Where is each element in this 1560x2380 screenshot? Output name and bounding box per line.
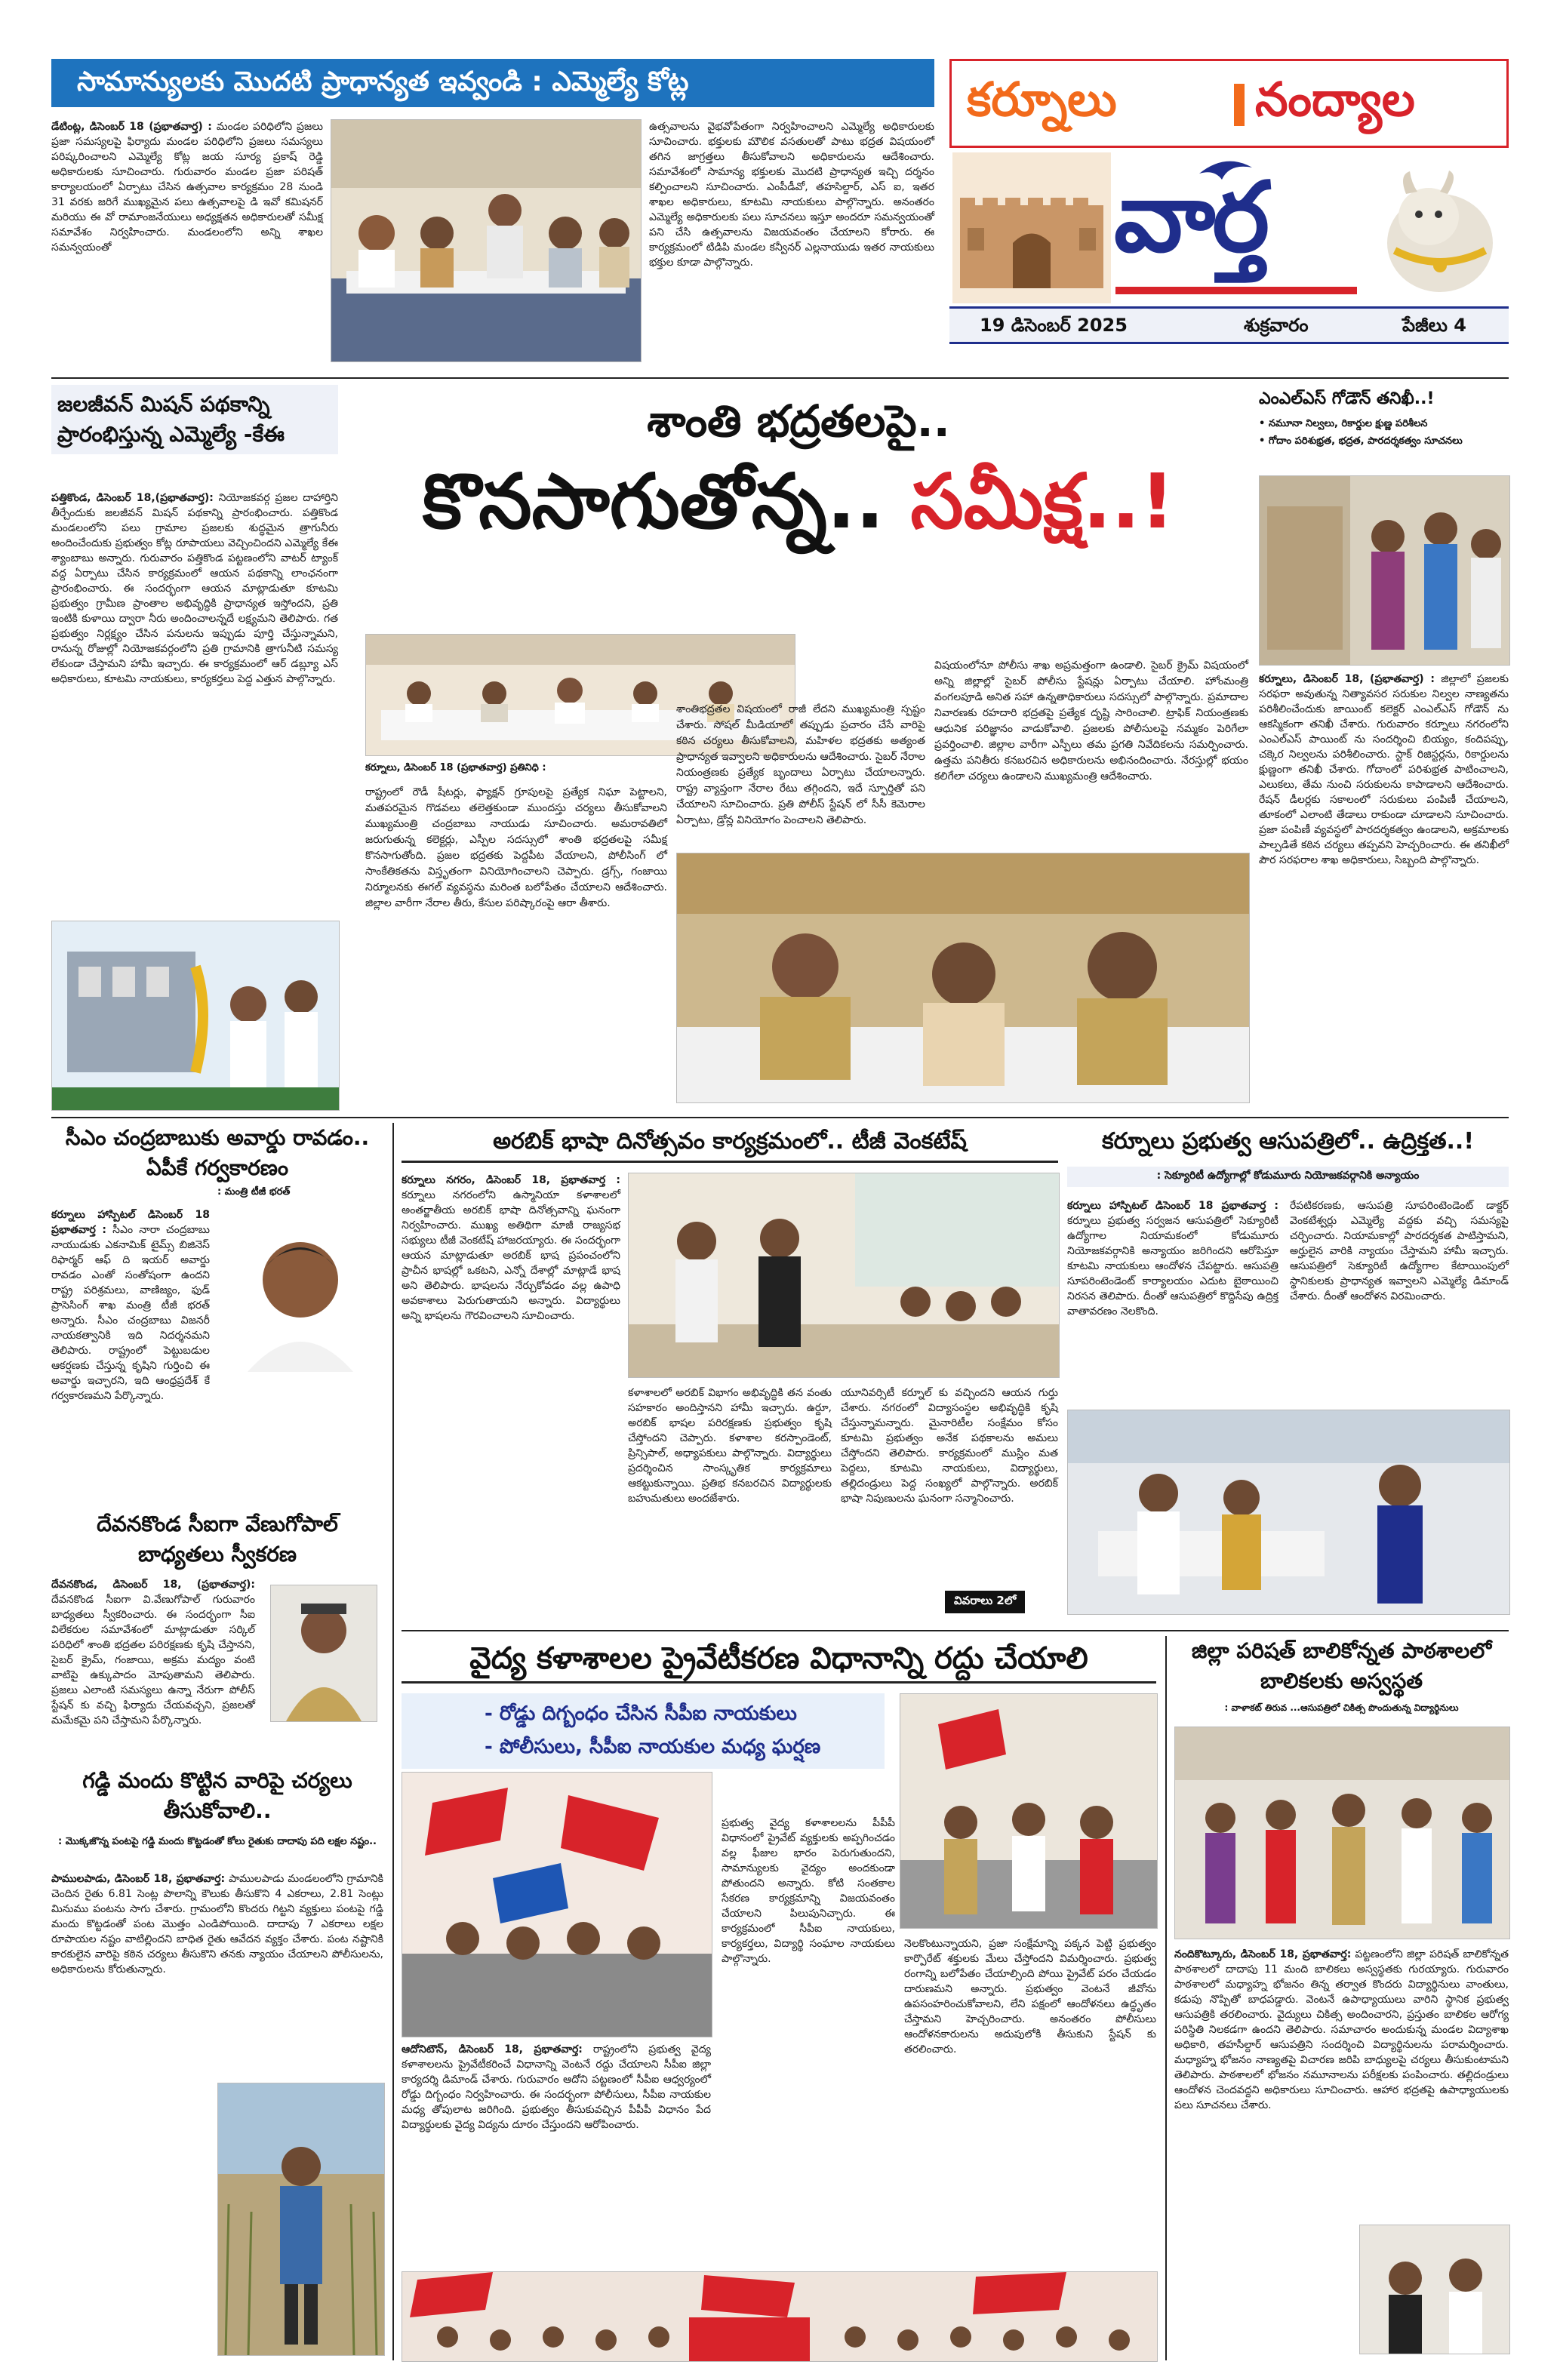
story5-body-a: [51, 1207, 214, 1402]
story6-dateline: దేవనకొండ, డిసెంబర్ 18, (ప్రభాతవార్త):: [51, 1579, 255, 1591]
story-hospital-tension: [1067, 1123, 1512, 1621]
story9-col2: రేపటికరణకు, ఆసుపత్రి సూపరింటెండెంట్ డాక్టర్ వెంకటేశ్వర్లు ఎమ్మెల్యే వద్దకు వచ్చి సమస్యపై చర్చించారు. నియామకాల్లో పారదర్శకత పాటిస్తామని, అర్హులైన వారికి న్యాయం చేస్తామని హామీ ఇచ్చారు. ఆసుపత్రిలో సెక్యూరిటీ ఉద్యోగాల కేటాయింపులో స్థానికులకు ప్రాధాన్యత ఇవ్వాలని ఎమ్మెల్యే డిమాండ్ చేశారు. దీంతో ఆందోళన విరమించారు.: [1290, 1200, 1512, 1302]
story8-headline: అరబిక్ భాషా దినోత్సవం కార్యక్రమంలో.. టీజీ వెంకటేష్: [402, 1123, 1058, 1163]
story10-photo-police: [900, 1693, 1158, 1929]
story5-byline: : మంత్రి టీజీ భరత్: [217, 1186, 291, 1198]
story10-headline: వైద్య కళాశాలల ప్రైవేటీకరణ విధానాన్ని రద్దు చేయాలి: [402, 1636, 1156, 1684]
divider-middle: [51, 1117, 1509, 1118]
story-arabic-day: [402, 1123, 1062, 1621]
story-jaljeevan: [51, 385, 342, 1109]
story11-text: పట్టణంలోని జిల్లా పరిషత్ బాలికోన్నత పాఠశాలలో దాదాపు 11 మంది బాలికలు అస్వస్థతకు గురయ్యారు. గురువారం పాఠశాలలో మధ్యాహ్న భోజనం తిన్న తర్వాత కొందరు విద్యార్థినులు వాంతులు, కడుపు నొప్పితో బాధపడ్డారు. వెంటనే ఉపాధ్యాయులు వారిని స్థానిక ప్రభుత్వ ఆసుపత్రికి తరలించారు. వైద్యులు చికిత్స అందించారని, ప్రస్తుతం బాలికల ఆరోగ్య పరిస్థితి నిలకడగా ఉందని తెలిపారు. సమాచారం అందుకున్న మండల విద్యాశాఖ అధికారి, తహసీల్దార్ ఆసుపత్రిని సందర్శించి విద్యార్థినులను పరామర్శించారు. మధ్యాహ్న భోజనం నాణ్యతపై విచారణ జరిపి బాధ్యులపై చర్యలు తీసుకుంటామని తెలిపారు. పాఠశాలలో భోజనం నమూనాలను పరీక్షలకు పంపించారు. తల్లిదండ్రులు ఆందోళన చెందవద్దని అధికారులు సూచించారు. ఆహార భద్రతపై ఉపాధ్యాయులకు పలు సూచనలు చేశారు.: [1174, 1948, 1512, 2111]
story5-dateline: కర్నూలు హాస్పిటల్ డిసెంబర్ 18 ప్రభాతవార్త :: [51, 1209, 214, 1236]
divider-vertical-left: [392, 1123, 394, 2360]
story8-tag-text: వివరాలు 2లో: [954, 1594, 1017, 1607]
story11-headline: జిల్లా పరిషత్ బాలికోన్నత పాఠశాలలో బాలికలకు అస్వస్థత: [1191, 1638, 1492, 1693]
story1-headline: సామాన్యులకు మొదటి ప్రాధాన్యత ఇవ్వండి : ఎమ్మెల్యే కోట్ల: [77, 66, 689, 97]
story9-col1: [1067, 1198, 1282, 1402]
story10-col2: ప్రభుత్వ వైద్య కళాశాలలను పీపీపీ విధానంలో ప్రైవేట్ వ్యక్తులకు అప్పగించడం వల్ల ఫీజుల భారం పెరుగుతుందని, సామాన్యులకు వైద్యం అందకుండా పోతుందని అన్నారు. కోటి సంతకాల సేకరణ కార్యక్రమాన్ని విజయవంతం చేయాలని పిలుపునిచ్చారు. ఈ కార్యక్రమంలో సీపీఐ నాయకులు, కార్యకర్తలు, విద్యార్థి సంఘాల నాయకులు పాల్గొన్నారు.: [722, 1817, 899, 1965]
story-mls-godown: [1259, 385, 1512, 1109]
divider-vertical-right: [1165, 1636, 1167, 2360]
story5-photo: [225, 1221, 376, 1372]
story4-dateline: కర్నూలు, డిసెంబర్ 18, (ప్రభాతవార్త) :: [1259, 673, 1435, 685]
story1-col2: ఉత్సవాలను వైభవోపేతంగా నిర్వహించాలని ఎమ్మెల్యే అధికారులకు సూచించారు. భక్తులకు మౌలిక వసతులతో పాటు భద్రత విషయంలో తగిన జాగ్రత్తలు తీసుకోవాలని అధికారులను ఆదేశించారు. సమావేశంలో సామాన్య భక్తులకు మొదటి ప్రాధాన్యత ఇచ్చి దర్శనం కల్పించాలని సూచించారు. ఎంపీడీవో, తహసిల్దార్, ఎస్ ఐ, ఇతర శాఖల అధికారులు, కూటమి నాయకులు పాల్గొన్నారు. అనంతరం ఎమ్మెల్యే అధికారులకు పలు సూచనలు ఇస్తూ అందరూ సమన్వయంతో పని చేసి ఉత్సవాలను విజయవంతం చేయాలని కోరారు. ఈ కార్యక్రమంలో టిడిపి మండల కన్వీనర్ ఎల్లనాయుడు ఇతర నాయకులు భక్తుల కూడా పాల్గొన్నారు.: [649, 121, 938, 269]
lead-col3: విషయంలోనూ పోలీసు శాఖ అప్రమత్తంగా ఉండాలి. సైబర్ క్రైమ్ విషయంలో అన్ని జిల్లాల్లో సైబర్ పోలీసు స్టేషన్లు ఏర్పాటు చేయాలి. హోంమంత్రి వంగలపూడి అనిత సహా ఉన్నతాధికారులు సదస్సులో పాల్గొన్నారు. ప్రమాదాల నివారణకు రహదారి భద్రతపై ప్రత్యేక దృష్టి సారించాలి. ట్రాఫిక్ నియంత్రణకు ఆధునిక పరిజ్ఞానం వాడుకోవాలి. ప్రజలకు పోలీసులపై నమ్మకం పెరిగేలా ప్రవర్తించాలి. జిల్లాల వారీగా ఎస్పీలు తమ ప్రగతి నివేదికలను సమర్పించారు. ఉత్తమ పనితీరు కనబరచిన అధికారులను అభినందించారు. నేరస్తుల్లో భయం కలిగేలా చర్యలు ఉండాలని ముఖ్యమంత్రి ఆదేశించారు.: [934, 660, 1252, 783]
story2-dateline: పత్తికొండ, డిసెంబర్ 18,(ప్రభాతవార్త):: [51, 492, 214, 504]
story9-dateline: కర్నూలు హాస్పిటల్ డిసెంబర్ 18 ప్రభాతవార్త :: [1067, 1200, 1278, 1212]
story2-text: నియోజకవర్గ ప్రజల దాహార్తిని తీర్చేందుకు జలజీవన్ మిషన్ పథకాన్ని ప్రారంభించారు. పత్తికొండ మండలంలోని పలు గ్రామాల ప్రజలకు శుద్ధమైన త్రాగునీరు అందించేందుకు ప్రభుత్వం కోట్ల రూపాయలు వెచ్చించిందని ఎమ్మెల్యే కేఈ శ్యాంబాబు అన్నారు. గురువారం పత్తికొండ పట్టణంలోని వాటర్ ట్యాంక్ వద్ద ఏర్పాటు చేసిన కార్యక్రమంలో ఆయన పథకాన్ని లాంఛనంగా ప్రారంభించారు. ఈ సందర్భంగా ఆయన మాట్లాడుతూ కూటమి ప్రభుత్వం గ్రామీణ ప్రాంతాల అభివృద్ధికి ప్రాధాన్యత ఇస్తోందని, ప్రతి ఇంటికి కుళాయి ద్వారా నీరు అందించాలన్నదే లక్ష్యమని తెలిపారు. గత ప్రభుత్వం నిర్లక్ష్యం చేసిన పనులను ఇప్పుడు పూర్తి చేస్తున్నామని, రానున్న రోజుల్లో నియోజకవర్గంలోని ప్రతి గ్రామానికి త్రాగునీటి సమస్య లేకుండా చేస్తామని హామీ ఇచ్చారు. ఈ కార్యక్రమంలో ఆర్ డబ్ల్యూ ఎస్ అధికారులు, కూటమి నాయకులు, కార్యకర్తలు పెద్ద ఎత్తున పాల్గొన్నారు.: [51, 492, 342, 685]
story6-photo: [270, 1585, 377, 1722]
story9-deck: : సెక్యూరిటీ ఉద్యోగాల్లో కోడుమూరు నియోజకవర్గానికి అన్యాయం: [1067, 1167, 1509, 1187]
story9-headline: కర్నూలు ప్రభుత్వ ఆసుపత్రిలో.. ఉద్రిక్తత..!: [1101, 1128, 1475, 1155]
story7-text: పాములపాడు మండలంలోని గ్రామానికి చెందిన రైతు 6.81 సెంట్ల పొలాన్ని కౌలుకు తీసుకొని 4 ఎకరాలు, 2.81 సెంట్లు మినుము పంటను సాగు చేశారు. గ్రామంలోని కొందరు గిట్టని వ్యక్తులు పంటపై గడ్డి మందు కొట్టడంతో పంట మొత్తం ఎండిపోయింది. దాదాపు 7 ఎకరాలు లక్షల రూపాయల నష్టం వాటిల్లిందని బాధిత రైతు ఆవేదన వ్యక్తం చేశారు. పంట నష్టానికి కారకులైన వారిపై కఠిన చర్యలు తీసుకొని తనకు న్యాయం చేయాలని పోలీసులను, అధికారులను కోరుతున్నారు.: [51, 1873, 387, 1976]
masthead-title-bar: [949, 59, 1509, 148]
nandi-illustration: [1365, 152, 1506, 303]
lead-col2: శాంతిభద్రతల విషయంలో రాజీ లేదని ముఖ్యమంత్రి స్పష్టం చేశారు. సోషల్ మీడియాలో తప్పుడు ప్రచారం చేసే వారిపై కఠిన చర్యలు తీసుకోవాలని, మహిళల భద్రతకు అత్యంత ప్రాధాన్యత ఇవ్వాలని అధికారులను ఆదేశించారు. సైబర్ నేరాల నియంత్రణకు ప్రత్యేక బృందాలు ఏర్పాటు చేయాలన్నారు. రాష్ట్ర వ్యాప్తంగా నేరాల రేటు తగ్గిందని, ఇదే స్ఫూర్తితో పని చేయాలని సూచించారు. ప్రతి పోలీస్ స్టేషన్ లో సీసీ కెమెరాల ఏర్పాటు, డ్రోన్ల వినియోగం పెంచాలని తెలిపారు.: [676, 703, 929, 826]
lead-story: [349, 385, 1252, 1109]
paper-name: [1108, 146, 1365, 305]
story-herbicide: [51, 1766, 387, 2362]
issue-day: శుక్రవారం: [1244, 315, 1309, 336]
lead-photo-officers: [676, 853, 1250, 1103]
story-girls-school: [1174, 1636, 1512, 2360]
story4-headline: ఎంఎల్ఎస్ గోడౌన్ తనిఖీ..!: [1259, 389, 1435, 408]
story11-dateline: నందికొట్కూరు, డిసెంబర్ 18, ప్రభాతవార్త:: [1174, 1948, 1352, 1960]
story8-continued-tag: [945, 1591, 1025, 1613]
story7-dateline: పాములపాడు, డిసెంబర్ 18, ప్రభాతవార్త:: [51, 1873, 226, 1885]
lead-kicker: శాంతి భద్రతలపై..: [647, 395, 950, 447]
issue-date: 19 డిసెంబర్ 2025: [980, 315, 1128, 336]
masthead-title-right: నంద్యాల: [1255, 72, 1415, 127]
story4-text: జిల్లాలో ప్రజలకు సరఫరా అవుతున్న నిత్యావసర సరుకుల నిల్వల నాణ్యతను పరిశీలించేందుకు జాయింట్ కలెక్టర్ ఎంఎల్ఎస్ గోడౌన్ ను ఆకస్మికంగా తనిఖీ చేశారు. గురువారం కర్నూలు నగరంలోని ఎంఎల్ఎస్ పాయింట్ ను సందర్శించి బియ్యం, కందిపప్పు, చక్కెర నిల్వలను పరిశీలించారు. స్టాక్ రిజిస్టర్లను, రికార్డులను క్షుణ్ణంగా తనిఖీ చేశారు. గోదాంలో పరిశుభ్రత పాటించాలని, ఎలుకలు, తేమ నుంచి సరుకులను కాపాడాలని ఆదేశించారు. రేషన్ డీలర్లకు సకాలంలో సరుకులు పంపిణీ చేయాలని, తూకంలో ఎలాంటి తేడాలు రాకుండా చూడాలని సూచించారు. ప్రజా పంపిణీ వ్యవస్థలో పారదర్శకత్వం ఉండాలని, అక్రమాలకు పాల్పడితే కఠిన చర్యలు తప్పవని హెచ్చరించారు. ఈ తనిఖీలో పౌర సరఫరాల శాఖ అధికారులు, సిబ్బంది పాల్గొన్నారు.: [1259, 673, 1512, 866]
story8-col2: కళాశాలలో అరబిక్ విభాగం అభివృద్ధికి తన వంతు సహకారం అందిస్తానని హామీ ఇచ్చారు. ఉర్దూ, అరబిక్ భాషల పరిరక్షణకు ప్రభుత్వం కృషి చేస్తోందని చెప్పారు. కళాశాల కరస్పాండెంట్, ప్రిన్సిపాల్, అధ్యాపకులు పాల్గొన్నారు. విద్యార్థులు ప్రదర్శించిన సాంస్కృతిక కార్యక్రమాలు ఆకట్టుకున్నాయి. ప్రతిభ కనబరచిన విద్యార్థులకు బహుమతులు అందజేశారు.: [628, 1387, 835, 1505]
story1-dateline: డేటింట్ల, డిసెంబర్ 18 (ప్రభాతవార్త) :: [51, 121, 212, 133]
story10-photo-crowd: [402, 2271, 1158, 2362]
story9-photo: [1067, 1410, 1510, 1615]
story1-col1: [51, 119, 327, 368]
story10-deck2: - పోలీసులు, సీపీఐ నాయకుల మధ్య ఘర్షణ: [485, 1736, 821, 1758]
divider-top: [51, 377, 1509, 379]
story4-deck2: • గోదాం పరిశుభ్రత, భద్రత, పారదర్శకత్వం సూచనలు: [1259, 435, 1463, 447]
story10-col1: [402, 2042, 715, 2268]
story11-deck: : వాళాకట్ తిరువ ...ఆసుపత్రిలో చికిత్స పొందుతున్న విద్యార్థినులు: [1224, 1702, 1459, 1713]
story11-photo: [1174, 1727, 1510, 1939]
story4-photo: [1259, 475, 1510, 666]
story6-body: [51, 1577, 259, 1758]
story7-headline: గడ్డి మందు కొట్టిన వారిపై చర్యలు తీసుకోవాలి..: [82, 1768, 352, 1823]
date-strip: [949, 306, 1509, 344]
story10-text1: రాష్ట్రంలోని ప్రభుత్వ వైద్య కళాశాలలను ప్రైవేటీకరించే విధానాన్ని వెంటనే రద్దు చేయాలని సీపీఐ జిల్లా కార్యదర్శి డిమాండ్ చేశారు. గురువారం ఆదోని పట్టణంలో సీపీఐ ఆధ్వర్యంలో రోడ్డు దిగ్బంధం నిర్వహించారు. ఈ సందర్భంగా పోలీసులు, సీపీఐ నాయకుల మధ్య తోపులాట జరిగింది. ప్రభుత్వం తీసుకువచ్చిన పీపీపీ విధానం పేద విద్యార్థులకు వైద్య విద్యను దూరం చేస్తుందని ఆరోపించారు.: [402, 2043, 715, 2131]
story2-headline: జలజీవన్ మిషన్ పథకాన్ని ప్రారంభిస్తున్న ఎమ్మెల్యే -కేఈ: [51, 385, 338, 454]
story6-text: దేవనకొండ సీఐగా వి.వేణుగోపాల్ గురువారం బాధ్యతలు స్వీకరించారు. ఈ సందర్భంగా సీఐ విలేకరుల సమావేశంలో మాట్లాడుతూ సర్కిల్ పరిధిలో శాంతి భద్రతల పరిరక్షణకు కృషి చేస్తానని, సైబర్ క్రైమ్, గంజాయి, అక్రమ మద్యం వంటి వాటిపై ఉక్కుపాదం మోపుతామని తెలిపారు. ప్రజలు ఎలాంటి సమస్యలు ఉన్నా నేరుగా పోలీస్ స్టేషన్ కు వచ్చి ఫిర్యాదు చేయవచ్చని, ప్రజలతో మమేకమై పని చేస్తామని పేర్కొన్నారు.: [51, 1594, 259, 1727]
story10-photo-rally: [402, 1772, 712, 2037]
story-top-left: [51, 59, 938, 368]
story8-dateline: కర్నూలు నగరం, డిసెంబర్ 18, ప్రభాతవార్త :: [402, 1174, 620, 1186]
lead-headline: [349, 457, 1248, 564]
story10-col3: నెలకొంటున్నాయని, ప్రజా సంక్షేమాన్ని పక్కన పెట్టి ప్రభుత్వం కార్పొరేట్ శక్తులకు మేలు చేస్తోందని విమర్శించారు. ప్రభుత్వ రంగాన్ని బలోపేతం చేయాల్సింది పోయి ప్రైవేట్ పరం చేయడం దారుణమని అన్నారు. ప్రభుత్వం వెంటనే జీవోను ఉపసంహరించుకోవాలని, లేని పక్షంలో ఆందోళనలు ఉద్ధృతం చేస్తామని హెచ్చరించారు. అనంతరం పోలీసులు ఆందోళనకారులను అదుపులోకి తీసుకుని స్టేషన్ కు తరలించారు.: [904, 1938, 1160, 2056]
lead-caption: కర్నూలు, డిసెంబర్ 18 (ప్రభాతవార్త) ప్రతినిధి :: [365, 762, 546, 773]
story4-body: [1259, 672, 1512, 1109]
story-cm-award: [51, 1123, 383, 1500]
paper-name-text: వార్త: [1114, 161, 1267, 274]
story10-deck-box: [402, 1693, 885, 1769]
story5-text: సీఎం నారా చంద్రబాబు నాయుడుకు ఎకనామిక్ టైమ్స్ బిజినెస్ రిఫార్మర్ ఆఫ్ ది ఇయర్ అవార్డు రావడం ఎంతో సంతోషంగా ఉందని రాష్ట్ర పరిశ్రమలు, వాణిజ్యం, ఫుడ్ ప్రాసెసింగ్ శాఖ మంత్రి టీజీ భరత్ అన్నారు. సీఎం చంద్రబాబు విజనరీ నాయకత్వానికి ఇది నిదర్శనమని తెలిపారు. రాష్ట్రంలో పెట్టుబడుల ఆకర్షణకు చేస్తున్న కృషిని గుర్తించి ఈ అవార్డు ఇచ్చారని, ఇది ఆంధ్రప్రదేశ్ కే గర్వకారణమని పేర్కొన్నారు.: [51, 1224, 214, 1402]
story2-body: [51, 490, 342, 913]
story-devanakonda-ci: [51, 1509, 383, 1758]
story9-text1: కర్నూలు ప్రభుత్వ సర్వజన ఆసుపత్రిలో సెక్యూరిటీ ఉద్యోగాల నియామకంలో కోడుమూరు నియోజకవర్గానికి అన్యాయం జరిగిందని ఆరోపిస్తూ కూటమి నాయకులు ఆందోళన చేపట్టారు. ఆసుపత్రి సూపరింటెండెంట్ కార్యాలయం ఎదుట బైఠాయించి నిరసన తెలిపారు. దీంతో ఆసుపత్రిలో కొద్దిసేపు ఉద్రిక్త వాతావరణం నెలకొంది.: [1067, 1215, 1282, 1318]
story1-text1: మండల పరిధిలోని ప్రజలు ప్రజా సమస్యలపై ఫిర్యాదు మండల పరిధిలోని ప్రజలు సమస్యలు పరిష్కరించాలని ఎమ్మెల్యే కోట్ల జయ సూర్య ప్రకాష్ రెడ్డి అధికారులకు సూచించారు. గురువారం మండల ప్రజా పరిషత్ కార్యాలయంలో ఏర్పాటు చేసిన ఉత్సవాల కార్యక్రమం 28 నుండి 31 వరకు జరిగే ముఖ్యమైన పలు ఉత్సవాలపై డి ఇవో కమిషనర్ మరియు ఈ వో రామాంజనేయులు అధ్యక్షతన అధికారులతో సమీక్ష సమావేశం నిర్వహించారు. మండలంలోని అన్ని శాఖల సమన్వయంతో: [51, 121, 327, 254]
story4-deck1: • నమూనా నిల్వలు, రికార్డుల క్షుణ్ణ పరిశీలన: [1259, 418, 1428, 429]
story10-dateline: ఆదోనిటౌన్, డిసెంబర్ 18, ప్రభాతవార్త:: [402, 2043, 583, 2056]
story8-text1: కర్నూలు నగరంలోని ఉస్మానియా కళాశాలలో అంతర్జాతీయ అరబిక్ భాషా దినోత్సవాన్ని ఘనంగా నిర్వహించారు. ముఖ్య అతిథిగా మాజీ రాజ్యసభ సభ్యులు టీజీ వెంకటేష్ హాజరయ్యారు. ఈ సందర్భంగా ఆయన మాట్లాడుతూ అరబిక్ భాష ప్రపంచంలోని ప్రాచీన భాషల్లో ఒకటని, ఎన్నో దేశాల్లో మాట్లాడే భాష అని తెలిపారు. భాషలను నేర్చుకోవడం వల్ల ఉపాధి అవకాశాలు పెరుగుతాయని అన్నారు. విద్యార్థులు అన్ని భాషలను గౌరవించాలని సూచించారు.: [402, 1189, 624, 1322]
story6-headline: దేవనకొండ సీఐగా వేణుగోపాల్ బాధ్యతలు స్వీకరణ: [97, 1511, 338, 1567]
story1-photo: [331, 119, 642, 362]
story8-col1: [402, 1173, 624, 1621]
story10-deck1: - రోడ్డు దిగ్బంధం చేసిన సీపీఐ నాయకులు: [485, 1702, 797, 1725]
masthead-title-left: కర్నూలు: [967, 72, 1117, 127]
masthead-separator: [1234, 84, 1245, 126]
story8-photo: [628, 1173, 1060, 1378]
story11-photo-small: [1359, 2225, 1510, 2354]
lead-headline-part2: సమీక్ష..!: [910, 457, 1175, 546]
story7-photo: [217, 2083, 385, 2356]
masthead: [949, 59, 1509, 370]
story-medical-colleges: [402, 1636, 1160, 2360]
lead-col1: రాష్ట్రంలో రౌడీ షీటర్లు, ఫ్యాక్షన్ గ్రూపులపై ప్రత్యేక నిఘా పెట్టాలని, మతపరమైన గొడవలు తలెత్తకుండా ముందస్తు చర్యలు తీసుకోవాలని ముఖ్యమంత్రి చంద్రబాబు నాయుడు సూచించారు. అమరావతిలో జరుగుతున్న కలెక్టర్లు, ఎస్పీల సదస్సులో శాంతి భద్రతలపై సమీక్ష కొనసాగుతోంది. ప్రజల భద్రతకు పెద్దపీట వేయాలని, పోలీసింగ్ లో సాంకేతికతను విస్తృతంగా వినియోగించాలని చెప్పారు. డ్రగ్స్, గంజాయి నిర్మూలనకు ఈగల్ వ్యవస్థను మరింత బలోపేతం చేయాలని ఆదేశించారు. జిల్లాల వారీగా నేరాల తీరు, కేసుల పరిష్కారంపై ఆరా తీశారు.: [365, 786, 671, 909]
story8-col3: యూనివర్సిటీ కర్నూల్ కు వచ్చిందని ఆయన గుర్తు చేశారు. నగరంలో విద్యాసంస్థల అభివృద్ధికి కృషి చేస్తున్నామన్నారు. మైనారిటీల సంక్షేమం కోసం కూటమి ప్రభుత్వం అనేక పథకాలను అమలు చేస్తోందని తెలిపారు. కార్యక్రమంలో ముస్లిం మత పెద్దలు, కూటమి నాయకులు, విద్యార్థులు, తల్లిదండ్రులు పెద్ద సంఖ్యలో పాల్గొన్నారు. అరబిక్ భాషా నిపుణులను ఘనంగా సన్మానించారు.: [841, 1387, 1062, 1505]
story7-deck: : మొక్కజొన్న పంటపై గడ్డి మందు కొట్టడంతో కోలు రైతుకు దాదాపు పది లక్షల నష్టం..: [58, 1836, 377, 1847]
story1-headline-banner: [51, 59, 934, 107]
lead-headline-part1: కొనసాగుతోన్న..: [422, 457, 885, 546]
divider-lower: [402, 1630, 1509, 1631]
paper-name-underline: [1115, 287, 1357, 294]
story5-headline: సీఎం చంద్రబాబుకు అవార్డు రావడం.. ఏపీకే గర్వకారణం: [65, 1125, 370, 1180]
page-count: పేజీలు 4: [1402, 315, 1466, 336]
fort-illustration: [952, 152, 1111, 303]
story2-photo: [51, 921, 340, 1111]
